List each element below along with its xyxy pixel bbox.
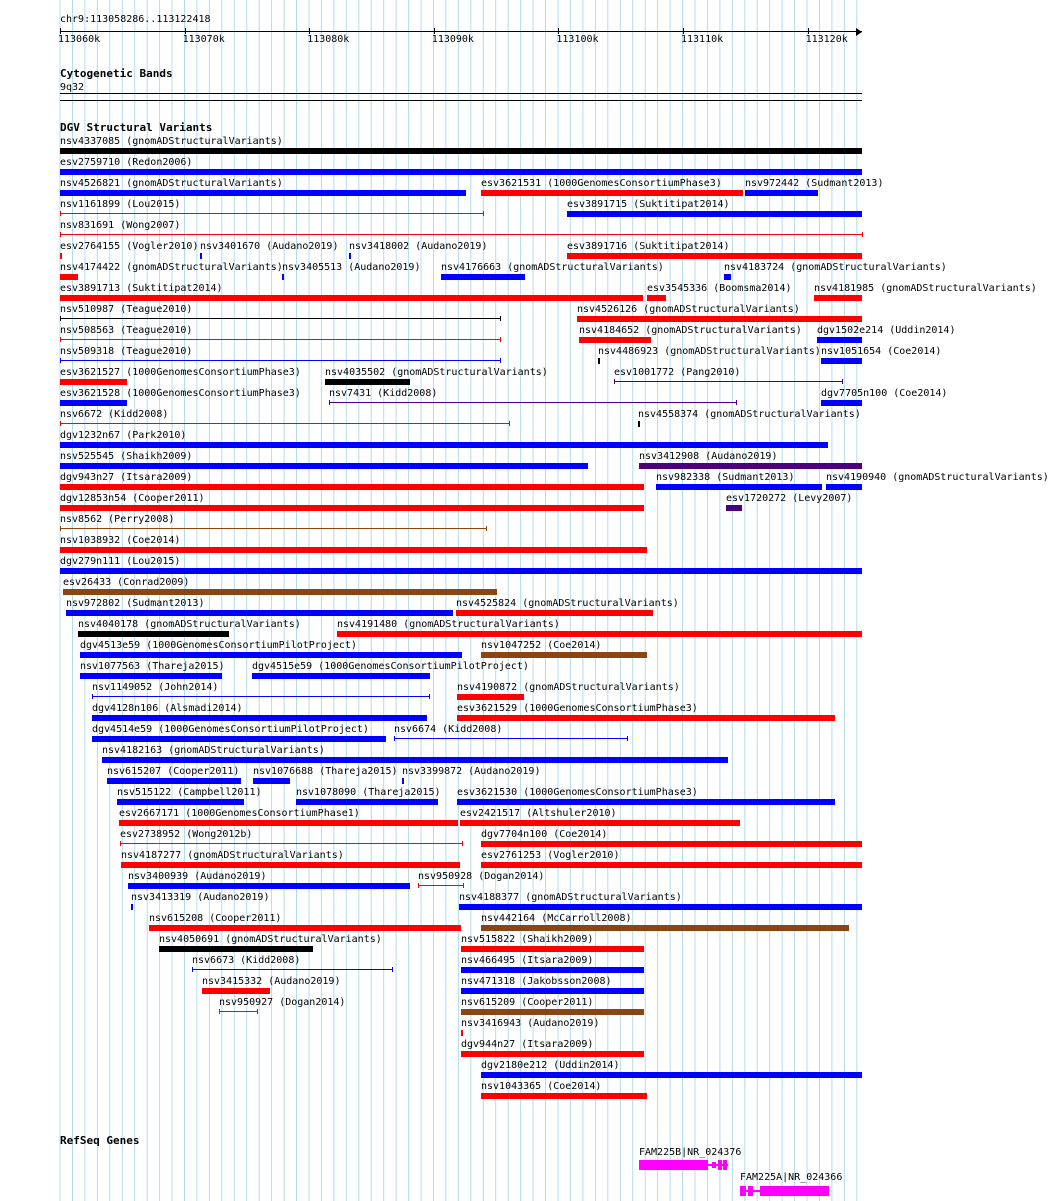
variant-bar[interactable] xyxy=(459,904,862,910)
variant-bar[interactable] xyxy=(567,253,862,259)
variant-bar-end xyxy=(500,337,501,342)
variant-label[interactable]: nsv4558374 (gnomADStructuralVariants) xyxy=(638,409,861,420)
variant-label[interactable]: nsv1161899 (Lou2015) xyxy=(60,199,181,210)
variant-label[interactable]: esv3621531 (1000GenomesConsortiumPhase3) xyxy=(481,178,722,189)
variant-bar[interactable] xyxy=(460,820,740,826)
cytoband-label: 9q32 xyxy=(60,82,85,93)
variant-label[interactable]: esv3621530 (1000GenomesConsortiumPhase3) xyxy=(457,787,698,798)
variant-bar[interactable] xyxy=(60,400,127,406)
variant-bar-end xyxy=(483,211,484,216)
cytoband-bar-top xyxy=(60,93,862,94)
gene-label[interactable]: FAM225B|NR_024376 xyxy=(639,1147,742,1158)
variant-bar[interactable] xyxy=(202,988,270,994)
variant-bar[interactable] xyxy=(60,295,643,301)
variant-bar[interactable] xyxy=(826,484,862,490)
variant-bar[interactable] xyxy=(121,862,460,868)
ruler-tick-mark xyxy=(683,28,684,34)
variant-label[interactable]: nsv508563 (Teague2010) xyxy=(60,325,193,336)
variant-label[interactable]: nsv4181985 (gnomADStructuralVariants) xyxy=(814,283,1037,294)
variant-label[interactable]: esv2738952 (Wong2012b) xyxy=(120,829,253,840)
variant-bar[interactable] xyxy=(60,360,500,361)
variant-bar[interactable] xyxy=(481,862,862,868)
variant-bar-end xyxy=(418,883,419,888)
variant-label[interactable]: esv3891716 (Suktitipat2014) xyxy=(567,241,730,252)
variant-bar[interactable] xyxy=(60,339,500,340)
variant-bar[interactable] xyxy=(60,253,62,259)
variant-label[interactable]: dgv4515e59 (1000GenomesConsortiumPilotProject) xyxy=(252,661,529,672)
variant-bar[interactable] xyxy=(481,925,849,931)
variant-bar-end xyxy=(462,841,463,846)
variant-bar-end xyxy=(392,967,393,972)
variant-bar[interactable] xyxy=(60,547,647,553)
variant-bar-end xyxy=(60,337,61,342)
variant-bar-end xyxy=(862,232,863,237)
ruler-tick-label: 113110k xyxy=(681,34,724,45)
variant-label[interactable]: nsv4337085 (gnomADStructuralVariants) xyxy=(60,136,283,147)
variant-bar[interactable] xyxy=(296,799,438,805)
variant-label[interactable]: dgv7704n100 (Coe2014) xyxy=(481,829,608,840)
variant-bar[interactable] xyxy=(639,463,862,469)
refseq-track-title: RefSeq Genes xyxy=(60,1134,140,1147)
variant-label[interactable]: nsv515822 (Shaikh2009) xyxy=(461,934,594,945)
variant-bar[interactable] xyxy=(63,589,497,595)
variant-bar[interactable] xyxy=(457,799,835,805)
variant-label[interactable]: nsv3415332 (Audano2019) xyxy=(202,976,341,987)
variant-bar[interactable] xyxy=(282,274,284,280)
variant-bar-end xyxy=(500,316,501,321)
variant-label[interactable]: esv3621527 (1000GenomesConsortiumPhase3) xyxy=(60,367,301,378)
variant-label[interactable]: nsv615207 (Cooper2011) xyxy=(107,766,240,777)
variant-bar[interactable] xyxy=(614,381,842,382)
variant-bar[interactable] xyxy=(821,358,862,364)
variant-bar-end xyxy=(736,400,737,405)
variant-label[interactable]: nsv4050691 (gnomADStructuralVariants) xyxy=(159,934,382,945)
variant-bar-end xyxy=(219,1009,220,1014)
variant-label[interactable]: nsv509318 (Teague2010) xyxy=(60,346,193,357)
variant-bar[interactable] xyxy=(60,234,862,235)
variant-label[interactable]: esv3545336 (Boomsma2014) xyxy=(647,283,792,294)
variant-bar[interactable] xyxy=(457,694,524,700)
ruler-tick-mark xyxy=(309,28,310,34)
variant-label[interactable]: nsv4035502 (gnomADStructuralVariants) xyxy=(325,367,548,378)
variant-bar[interactable] xyxy=(481,652,647,658)
variant-bar-end xyxy=(509,421,510,426)
variant-bar[interactable] xyxy=(418,885,463,886)
variant-label[interactable]: esv2761253 (Vogler2010) xyxy=(481,850,620,861)
variant-bar[interactable] xyxy=(402,778,404,784)
variant-bar[interactable] xyxy=(724,274,731,280)
variant-label[interactable]: dgv4128n106 (Alsmadi2014) xyxy=(92,703,243,714)
variant-label[interactable]: nsv950927 (Dogan2014) xyxy=(219,997,346,1008)
variant-bar[interactable] xyxy=(349,253,351,259)
variant-bar[interactable] xyxy=(80,652,462,658)
variant-label[interactable]: nsv466495 (Itsara2009) xyxy=(461,955,594,966)
variant-bar-end xyxy=(192,967,193,972)
variant-label[interactable]: esv3891715 (Suktitipat2014) xyxy=(567,199,730,210)
variant-label[interactable]: nsv4176663 (gnomADStructuralVariants) xyxy=(441,262,664,273)
variant-bar[interactable] xyxy=(131,904,133,910)
variant-label[interactable]: nsv1051654 (Coe2014) xyxy=(821,346,942,357)
variant-label[interactable]: nsv4182163 (gnomADStructuralVariants) xyxy=(102,745,325,756)
ruler-tick-mark xyxy=(60,28,61,34)
variant-label[interactable]: nsv3400939 (Audano2019) xyxy=(128,871,267,882)
variant-label[interactable]: nsv510987 (Teague2010) xyxy=(60,304,193,315)
variant-bar[interactable] xyxy=(817,337,862,343)
variant-label[interactable]: esv1720272 (Levy2007) xyxy=(726,493,853,504)
variant-bar[interactable] xyxy=(579,337,651,343)
ruler-tick-mark xyxy=(434,28,435,34)
variant-label[interactable]: nsv515122 (Campbell2011) xyxy=(117,787,262,798)
variant-bar[interactable] xyxy=(567,211,862,217)
variant-label[interactable]: nsv3405513 (Audano2019) xyxy=(282,262,421,273)
variant-label[interactable]: dgv279n111 (Lou2015) xyxy=(60,556,181,567)
variant-label[interactable]: nsv442164 (McCarroll2008) xyxy=(481,913,632,924)
variant-bar[interactable] xyxy=(461,946,644,952)
gene-intron xyxy=(708,1164,728,1166)
variant-bar[interactable] xyxy=(60,213,483,214)
variant-bar-end xyxy=(60,421,61,426)
variant-bar[interactable] xyxy=(252,673,430,679)
variant-label[interactable]: nsv4190940 (gnomADStructuralVariants) xyxy=(826,472,1049,483)
variant-bar[interactable] xyxy=(638,421,640,427)
gene-intron xyxy=(740,1190,760,1192)
variant-bar[interactable] xyxy=(821,400,862,406)
variant-label[interactable]: dgv12853n54 (Cooper2011) xyxy=(60,493,205,504)
variant-bar-end xyxy=(257,1009,258,1014)
variant-bar-end xyxy=(60,211,61,216)
variant-label[interactable]: nsv525545 (Shaikh2009) xyxy=(60,451,193,462)
variant-label[interactable]: nsv4174422 (gnomADStructuralVariants) xyxy=(60,262,283,273)
variant-label[interactable]: nsv8562 (Perry2008) xyxy=(60,514,175,525)
variant-label[interactable]: nsv1149052 (John2014) xyxy=(92,682,219,693)
cytoband-bar-bottom xyxy=(60,100,862,101)
gene-exon[interactable] xyxy=(639,1160,708,1170)
variant-bar-end xyxy=(60,526,61,531)
ruler-tick-mark xyxy=(558,28,559,34)
ruler-tick-label: 113090k xyxy=(431,34,474,45)
variant-label[interactable]: nsv4486923 (gnomADStructuralVariants) xyxy=(598,346,821,357)
variant-label[interactable]: nsv950928 (Dogan2014) xyxy=(418,871,545,882)
variant-label[interactable]: nsv6672 (Kidd2008) xyxy=(60,409,169,420)
variant-bar-end xyxy=(500,358,501,363)
variant-bar[interactable] xyxy=(107,778,241,784)
variant-label[interactable]: nsv3412908 (Audano2019) xyxy=(639,451,778,462)
variant-bar[interactable] xyxy=(200,253,202,259)
variant-bar[interactable] xyxy=(457,715,835,721)
variant-bar[interactable] xyxy=(481,1093,647,1099)
variant-label[interactable]: nsv4526821 (gnomADStructuralVariants) xyxy=(60,178,283,189)
variant-bar-end xyxy=(842,379,843,384)
variant-bar[interactable] xyxy=(60,148,862,154)
variant-bar[interactable] xyxy=(481,1072,862,1078)
variant-bar[interactable] xyxy=(647,295,666,301)
gene-label[interactable]: FAM225A|NR_024366 xyxy=(740,1172,843,1183)
variant-bar[interactable] xyxy=(814,295,862,301)
variant-bar-end xyxy=(429,694,430,699)
variant-label[interactable]: dgv1232n67 (Park2010) xyxy=(60,430,187,441)
variant-label[interactable]: esv2421517 (Altshuler2010) xyxy=(460,808,617,819)
variant-bar[interactable] xyxy=(461,988,644,994)
variant-bar[interactable] xyxy=(60,423,509,424)
variant-bar[interactable] xyxy=(128,883,410,889)
variant-label[interactable]: nsv1076688 (Thareja2015) xyxy=(253,766,398,777)
variant-bar[interactable] xyxy=(656,484,822,490)
variant-label[interactable]: nsv4190872 (gnomADStructuralVariants) xyxy=(457,682,680,693)
variant-label[interactable]: nsv831691 (Wong2007) xyxy=(60,220,181,231)
variant-label[interactable]: nsv6673 (Kidd2008) xyxy=(192,955,301,966)
variant-label[interactable]: esv2667171 (1000GenomesConsortiumPhase1) xyxy=(119,808,360,819)
variant-bar[interactable] xyxy=(102,757,728,763)
variant-label[interactable]: esv26433 (Conrad2009) xyxy=(63,577,190,588)
variant-label[interactable]: nsv982338 (Sudmant2013) xyxy=(656,472,795,483)
variant-bar-end xyxy=(614,379,615,384)
variant-bar[interactable] xyxy=(481,190,743,196)
variant-label[interactable]: nsv4526126 (gnomADStructuralVariants) xyxy=(577,304,800,315)
variant-bar[interactable] xyxy=(325,379,410,385)
variant-label[interactable]: dgv2180e212 (Uddin2014) xyxy=(481,1060,620,1071)
variant-label[interactable]: nsv4191480 (gnomADStructuralVariants) xyxy=(337,619,560,630)
variant-bar[interactable] xyxy=(60,505,644,511)
ruler-tick-label: 113120k xyxy=(805,34,848,45)
variant-bar[interactable] xyxy=(461,1009,644,1015)
cytoband-track-title: Cytogenetic Bands xyxy=(60,67,173,80)
variant-bar[interactable] xyxy=(461,967,644,973)
variant-bar-end xyxy=(120,841,121,846)
variant-bar[interactable] xyxy=(461,1030,463,1036)
variant-bar[interactable] xyxy=(119,820,458,826)
variant-label[interactable]: nsv3413319 (Audano2019) xyxy=(131,892,270,903)
variant-label[interactable]: esv3621528 (1000GenomesConsortiumPhase3) xyxy=(60,388,301,399)
variant-label[interactable]: nsv4184652 (gnomADStructuralVariants) xyxy=(579,325,802,336)
variant-bar[interactable] xyxy=(60,463,588,469)
variant-bar[interactable] xyxy=(92,715,427,721)
variant-bar-end xyxy=(60,316,61,321)
variant-bar[interactable] xyxy=(441,274,525,280)
variant-label[interactable]: nsv4525824 (gnomADStructuralVariants) xyxy=(456,598,679,609)
variant-label[interactable]: nsv972802 (Sudmant2013) xyxy=(66,598,205,609)
variant-label[interactable]: esv2764155 (Vogler2010) xyxy=(60,241,199,252)
variant-bar[interactable] xyxy=(456,610,653,616)
ruler-tick-mark xyxy=(185,28,186,34)
variant-bar[interactable] xyxy=(60,190,466,196)
variant-label[interactable]: nsv1043365 (Coe2014) xyxy=(481,1081,602,1092)
variant-bar[interactable] xyxy=(92,736,386,742)
variant-label[interactable]: dgv944n27 (Itsara2009) xyxy=(461,1039,594,1050)
variant-label[interactable]: nsv4040178 (gnomADStructuralVariants) xyxy=(78,619,301,630)
variant-bar[interactable] xyxy=(745,190,818,196)
variant-label[interactable]: nsv1077563 (Thareja2015) xyxy=(80,661,225,672)
variant-label[interactable]: nsv1038932 (Coe2014) xyxy=(60,535,181,546)
variant-label[interactable]: nsv972442 (Sudmant2013) xyxy=(745,178,884,189)
variant-label[interactable]: esv3621529 (1000GenomesConsortiumPhase3) xyxy=(457,703,698,714)
variant-bar[interactable] xyxy=(461,1051,644,1057)
variant-label[interactable]: nsv4187277 (gnomADStructuralVariants) xyxy=(121,850,344,861)
variant-label[interactable]: nsv6674 (Kidd2008) xyxy=(394,724,503,735)
variant-bar[interactable] xyxy=(192,969,392,970)
variant-bar[interactable] xyxy=(60,442,828,448)
variant-bar[interactable] xyxy=(159,946,313,952)
variant-label[interactable]: dgv943n27 (Itsara2009) xyxy=(60,472,193,483)
variant-bar-end xyxy=(627,736,628,741)
ruler-tick-label: 113070k xyxy=(182,34,225,45)
variant-bar[interactable] xyxy=(92,696,429,697)
variant-label[interactable]: nsv471318 (Jakobsson2008) xyxy=(461,976,612,987)
variant-bar[interactable] xyxy=(253,778,290,784)
variant-bar[interactable] xyxy=(60,274,78,280)
dgv-track-title: DGV Structural Variants xyxy=(60,121,213,134)
variant-label[interactable]: nsv3418002 (Audano2019) xyxy=(349,241,488,252)
variant-bar[interactable] xyxy=(120,843,462,844)
variant-bar[interactable] xyxy=(60,318,500,319)
variant-bar-end xyxy=(486,526,487,531)
variant-bar[interactable] xyxy=(598,358,600,364)
variant-bar[interactable] xyxy=(149,925,461,931)
variant-bar[interactable] xyxy=(394,738,627,739)
variant-bar-end xyxy=(463,883,464,888)
variant-label[interactable]: nsv1047252 (Coe2014) xyxy=(481,640,602,651)
variant-bar[interactable] xyxy=(60,568,862,574)
variant-bar[interactable] xyxy=(60,169,862,175)
variant-bar-end xyxy=(92,694,93,699)
variant-bar[interactable] xyxy=(60,528,486,529)
variant-label[interactable]: nsv615209 (Cooper2011) xyxy=(461,997,594,1008)
variant-bar[interactable] xyxy=(60,484,644,490)
variant-bar-end xyxy=(329,400,330,405)
variant-bar[interactable] xyxy=(117,799,244,805)
variant-label[interactable]: nsv4188377 (gnomADStructuralVariants) xyxy=(459,892,682,903)
variant-label[interactable]: dgv1502e214 (Uddin2014) xyxy=(817,325,956,336)
ruler-axis-line xyxy=(60,31,862,32)
ruler-tick-mark xyxy=(808,28,809,34)
variant-label[interactable]: esv3891713 (Suktitipat2014) xyxy=(60,283,223,294)
ruler-tick-label: 113060k xyxy=(58,34,101,45)
variant-bar[interactable] xyxy=(219,1011,257,1012)
ruler-tick-label: 113100k xyxy=(556,34,599,45)
variant-bar-end xyxy=(394,736,395,741)
ruler-tick-label: 113080k xyxy=(307,34,350,45)
variant-bar[interactable] xyxy=(337,631,862,637)
gene-exon[interactable] xyxy=(760,1186,829,1196)
variant-label[interactable]: dgv4513e59 (1000GenomesConsortiumPilotProject) xyxy=(80,640,357,651)
variant-label[interactable]: nsv3399872 (Audano2019) xyxy=(402,766,541,777)
variant-bar-end xyxy=(60,358,61,363)
variant-label[interactable]: nsv1078090 (Thareja2015) xyxy=(296,787,441,798)
variant-label[interactable]: nsv3416943 (Audano2019) xyxy=(461,1018,600,1029)
variant-label[interactable]: nsv7431 (Kidd2008) xyxy=(329,388,438,399)
variant-label[interactable]: nsv615208 (Cooper2011) xyxy=(149,913,282,924)
variant-bar[interactable] xyxy=(577,316,862,322)
variant-bar[interactable] xyxy=(78,631,229,637)
variant-bar[interactable] xyxy=(726,505,742,511)
variant-bar-end xyxy=(60,232,61,237)
variant-bar[interactable] xyxy=(329,402,736,403)
variant-label[interactable]: esv1001772 (Pang2010) xyxy=(614,367,741,378)
variant-label[interactable]: nsv3401670 (Audano2019) xyxy=(200,241,339,252)
variant-bar[interactable] xyxy=(80,673,222,679)
variant-label[interactable]: dgv7705n100 (Coe2014) xyxy=(821,388,948,399)
chromosome-range-label: chr9:113058286..113122418 xyxy=(60,14,211,25)
variant-label[interactable]: esv2759710 (Redon2006) xyxy=(60,157,193,168)
variant-bar[interactable] xyxy=(60,379,127,385)
variant-label[interactable]: dgv4514e59 (1000GenomesConsortiumPilotProject) xyxy=(92,724,369,735)
ruler-arrow-right-icon xyxy=(856,28,862,36)
variant-bar[interactable] xyxy=(66,610,453,616)
variant-bar[interactable] xyxy=(481,841,862,847)
variant-label[interactable]: nsv4183724 (gnomADStructuralVariants) xyxy=(724,262,947,273)
